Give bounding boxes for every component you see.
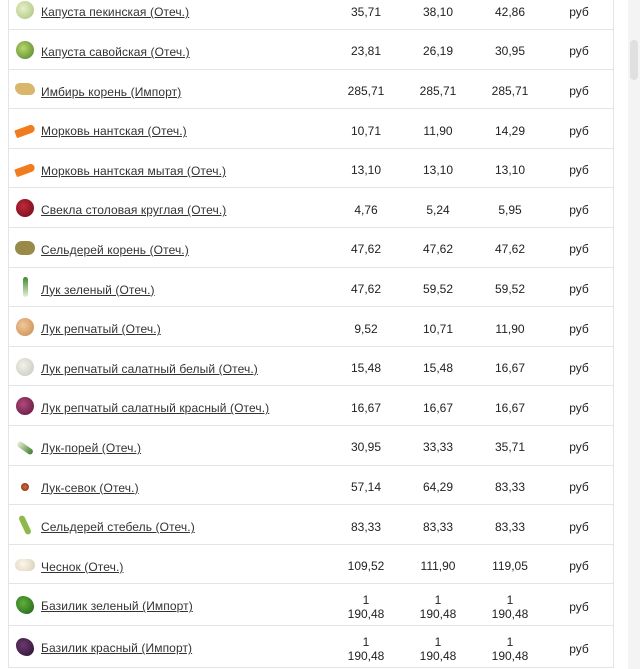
table-row [9,267,614,307]
product-link[interactable]: Базилик красный (Импорт) [41,641,193,656]
onion-set-icon [21,483,29,491]
price-cell: 13,10 [350,163,382,178]
leek-icon [16,441,34,456]
unit-cell: руб [569,361,589,376]
table-row [9,386,614,426]
price-table [8,0,614,668]
ginger-icon [15,83,35,95]
table-row [9,544,614,584]
price-cell: 15,48 [350,361,382,376]
savoy-cabbage-icon [16,41,34,59]
product-link[interactable]: Чеснок (Отеч.) [41,559,124,574]
price-cell: 38,10 [422,4,454,19]
price-cell: 5,24 [426,202,450,217]
price-cell: 16,67 [494,400,526,415]
product-link[interactable]: Имбирь корень (Импорт) [41,84,182,99]
price-cell: 285,71 [491,83,529,98]
red-basil-icon [16,638,34,656]
table-row [9,505,614,545]
table-row [9,307,614,347]
unit-cell: руб [569,321,589,336]
table-row [9,30,614,70]
price-cell: 1 190,48 [347,634,385,663]
celery-stalk-icon [18,515,32,536]
product-link[interactable]: Лук репчатый салатный красный (Отеч.) [41,401,270,416]
unit-cell: руб [569,519,589,534]
price-cell: 16,67 [350,400,382,415]
price-cell: 1 190,48 [491,592,529,621]
price-cell: 35,71 [494,440,526,455]
white-onion-icon [16,358,34,376]
table-row [9,465,614,505]
price-cell: 64,29 [422,479,454,494]
price-cell: 26,19 [422,44,454,59]
price-cell: 47,62 [350,242,382,257]
unit-cell: руб [569,641,589,656]
scrollbar[interactable] [628,0,640,669]
price-cell: 83,33 [494,519,526,534]
price-cell: 1 190,48 [419,634,457,663]
table-row [9,188,614,228]
price-cell: 13,10 [422,163,454,178]
celeriac-icon [15,241,35,255]
price-cell: 11,90 [495,321,525,336]
onion-icon [16,318,34,336]
product-link[interactable]: Лук зеленый (Отеч.) [41,282,155,297]
green-basil-icon [16,596,34,614]
price-cell: 5,95 [498,202,522,217]
price-cell: 47,62 [494,242,526,257]
product-link[interactable]: Лук репчатый салатный белый (Отеч.) [41,361,258,376]
beet-icon [16,199,34,217]
price-cell: 285,71 [347,83,385,98]
price-cell: 111,90 [420,559,456,574]
product-link[interactable]: Морковь нантская (Отеч.) [41,124,187,139]
price-cell: 9,52 [354,321,378,336]
unit-cell: руб [569,281,589,296]
price-cell: 13,10 [494,163,526,178]
price-cell: 47,62 [422,242,454,257]
unit-cell: руб [569,44,589,59]
price-cell: 47,62 [350,281,382,296]
product-link[interactable]: Лук репчатый (Отеч.) [41,322,161,337]
price-cell: 16,67 [494,361,526,376]
product-link[interactable]: Капуста савойская (Отеч.) [41,45,190,60]
product-link[interactable]: Сельдерей корень (Отеч.) [41,243,189,258]
table-row [9,148,614,188]
red-onion-icon [16,397,34,415]
product-link[interactable]: Лук-порей (Отеч.) [41,441,142,456]
price-cell: 35,71 [350,4,382,19]
table-row [9,109,614,149]
price-cell: 1 190,48 [491,634,529,663]
unit-cell: руб [569,202,589,217]
price-cell: 4,76 [354,202,378,217]
unit-cell: руб [569,599,589,614]
price-cell: 83,33 [422,519,454,534]
price-cell: 57,14 [350,479,382,494]
price-cell: 59,52 [422,281,454,296]
unit-cell: руб [569,163,589,178]
price-cell: 1 190,48 [347,592,385,621]
price-cell: 119,05 [492,559,528,574]
scrollbar-thumb[interactable] [630,40,638,80]
price-cell: 33,33 [422,440,454,455]
price-cell: 30,95 [350,440,382,455]
green-onion-icon [23,277,28,297]
garlic-icon [15,559,35,571]
carrot-icon [14,163,36,177]
unit-cell: руб [569,123,589,138]
chinese-cabbage-icon [16,1,34,19]
price-cell: 14,29 [494,123,526,138]
price-cell: 15,48 [422,361,454,376]
price-cell: 30,95 [494,44,526,59]
price-cell: 59,52 [494,281,526,296]
product-link[interactable]: Лук-севок (Отеч.) [41,480,139,495]
price-cell: 16,67 [422,400,454,415]
price-cell: 11,90 [423,123,453,138]
unit-cell: руб [569,400,589,415]
price-cell: 83,33 [350,519,382,534]
table-row [9,626,614,668]
table-row [9,228,614,268]
price-cell: 83,33 [494,479,526,494]
price-cell: 1 190,48 [419,592,457,621]
table-row [9,584,614,626]
unit-cell: руб [569,242,589,257]
price-cell: 23,81 [350,44,382,59]
unit-cell: руб [569,440,589,455]
product-link[interactable]: Морковь нантская мытая (Отеч.) [41,163,227,178]
table-row [9,0,614,30]
unit-cell: руб [569,559,589,574]
unit-cell: руб [569,479,589,494]
price-cell: 10,71 [350,123,382,138]
unit-cell: руб [569,83,589,98]
carrot-icon [14,123,36,137]
table-row [9,426,614,466]
product-link[interactable]: Сельдерей стебель (Отеч.) [41,520,195,535]
table-row [9,69,614,109]
price-cell: 42,86 [494,4,526,19]
price-cell: 285,71 [419,83,457,98]
product-link[interactable]: Базилик зеленый (Импорт) [41,599,193,614]
unit-cell: руб [569,4,589,19]
product-link[interactable]: Свекла столовая круглая (Отеч.) [41,203,227,218]
price-cell: 10,71 [422,321,454,336]
table-row [9,346,614,386]
price-cell: 109,52 [347,559,385,574]
product-link[interactable]: Капуста пекинская (Отеч.) [41,5,190,19]
